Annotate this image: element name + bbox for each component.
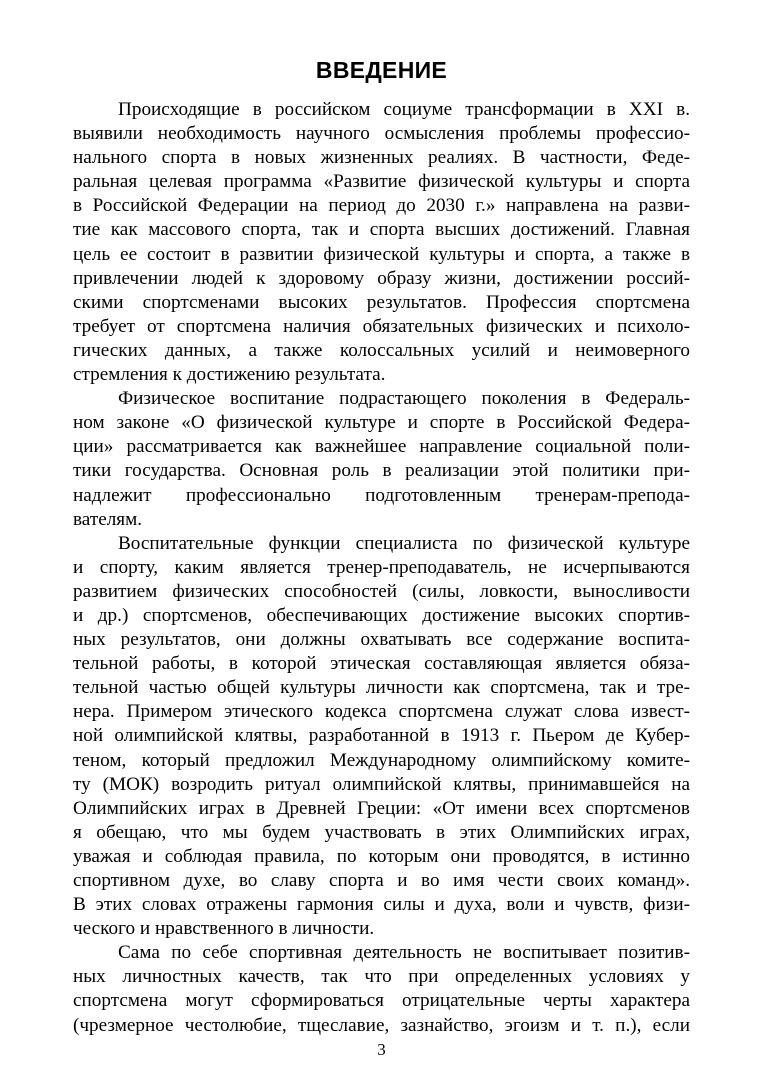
text-line: требует от спортсмена наличия обязательных физических и психоло-: [73, 315, 690, 337]
text-line: тельной работы, в которой этическая составляющая является обяза-: [73, 653, 690, 675]
text-line: привлечении людей к здоровому образу жизни, достижении россий-: [73, 267, 690, 289]
text-line: В этих словах отражены гармония силы и духа, воли и чувств, физи-: [73, 894, 690, 916]
text-line: цель ее состоит в развитии физической культуры и спорта, а также в: [73, 243, 690, 265]
text-line: скими спортсменами высоких результатов. Профессия спортсмена: [73, 291, 690, 313]
text-line: ном законе «О физической культуре и спорте в Российской Федера-: [73, 412, 690, 434]
text-line: и др.) спортсменов, обеспечивающих достижение высоких спортив-: [73, 604, 690, 626]
text-line: (чрезмерное честолюбие, тщеславие, зазнайство, эгоизм и т. п.), если: [73, 1014, 690, 1036]
text-line: Физическое воспитание подрастающего поколения в Федераль-: [118, 388, 690, 410]
text-line: и спорту, каким является тренер-преподаватель, не исчерпываются: [73, 556, 690, 578]
text-line: нера. Примером этического кодекса спортсмена служат слова извест-: [73, 701, 690, 723]
text-line: тельной частью общей культуры личности как спортсмена, так и тре-: [73, 677, 690, 699]
text-line: ной олимпийской клятвы, разработанной в 1913 г. Пьером де Кубер-: [73, 725, 690, 747]
text-line: выявили необходимость научного осмысления проблемы профессио-: [73, 123, 690, 145]
text-line: спортивном духе, во славу спорта и во имя чести своих команд».: [73, 870, 690, 891]
text-line: Происходящие в российском социуме трансформации в XXI в.: [118, 99, 690, 120]
text-line: я обещаю, что мы будем участвовать в этих Олимпийских играх,: [73, 821, 690, 843]
paragraph: [73, 532, 690, 942]
text-line: гических данных, а также колоссальных усилий и неимоверного: [73, 339, 690, 361]
text-line: тики государства. Основная роль в реализации этой политики при-: [73, 460, 690, 482]
text-line: Олимпийских играх в Древней Греции: «От имени всех спортсменов: [73, 797, 690, 819]
text-line: надлежит профессионально подготовленным тренерам-препода-: [73, 484, 690, 506]
paragraph: [73, 387, 690, 532]
text-line: нального спорта в новых жизненных реалиях. В частности, Феде-: [73, 147, 690, 169]
text-line: ческого и нравственного в личности.: [73, 918, 375, 940]
text-line: тие как массового спорта, так и спорта высших достижений. Главная: [73, 219, 690, 241]
text-line: спортсмена могут сформироваться отрицательные черты характера: [73, 990, 690, 1012]
text-line: развитием физических способностей (силы, ловкости, выносливости: [73, 580, 690, 602]
text-line: вателям.: [73, 508, 143, 530]
paragraph: [73, 98, 690, 387]
text-line: Воспитательные функции специалиста по физической культуре: [118, 532, 690, 554]
body-text: [73, 98, 690, 1038]
text-line: теном, который предложил Международному олимпийскому комите-: [73, 749, 690, 771]
text-line: уважая и соблюдая правила, по которым они проводятся, в истинно: [73, 845, 690, 867]
text-line: ных результатов, они должны охватывать все содержание воспита-: [73, 629, 690, 651]
text-line: Сама по себе спортивная деятельность не воспитывает позитив-: [118, 942, 690, 964]
chapter-title: ВВЕДЕНИЕ: [315, 57, 448, 83]
text-line: ции» рассматривается как важнейшее направление социальной поли-: [73, 436, 690, 458]
page-number: 3: [377, 1040, 386, 1059]
text-line: ных личностных качеств, так что при определенных условиях у: [73, 966, 690, 988]
text-line: стремления к достижению результата.: [73, 364, 386, 386]
text-line: ту (МОК) возродить ритуал олимпийской клятвы, принимавшейся на: [73, 773, 690, 795]
text-line: ральная целевая программа «Развитие физической культуры и спорта: [73, 171, 690, 193]
text-line: в Российской Федерации на период до 2030 г.» направлена на разви-: [73, 195, 690, 217]
paragraph: [73, 941, 690, 1037]
